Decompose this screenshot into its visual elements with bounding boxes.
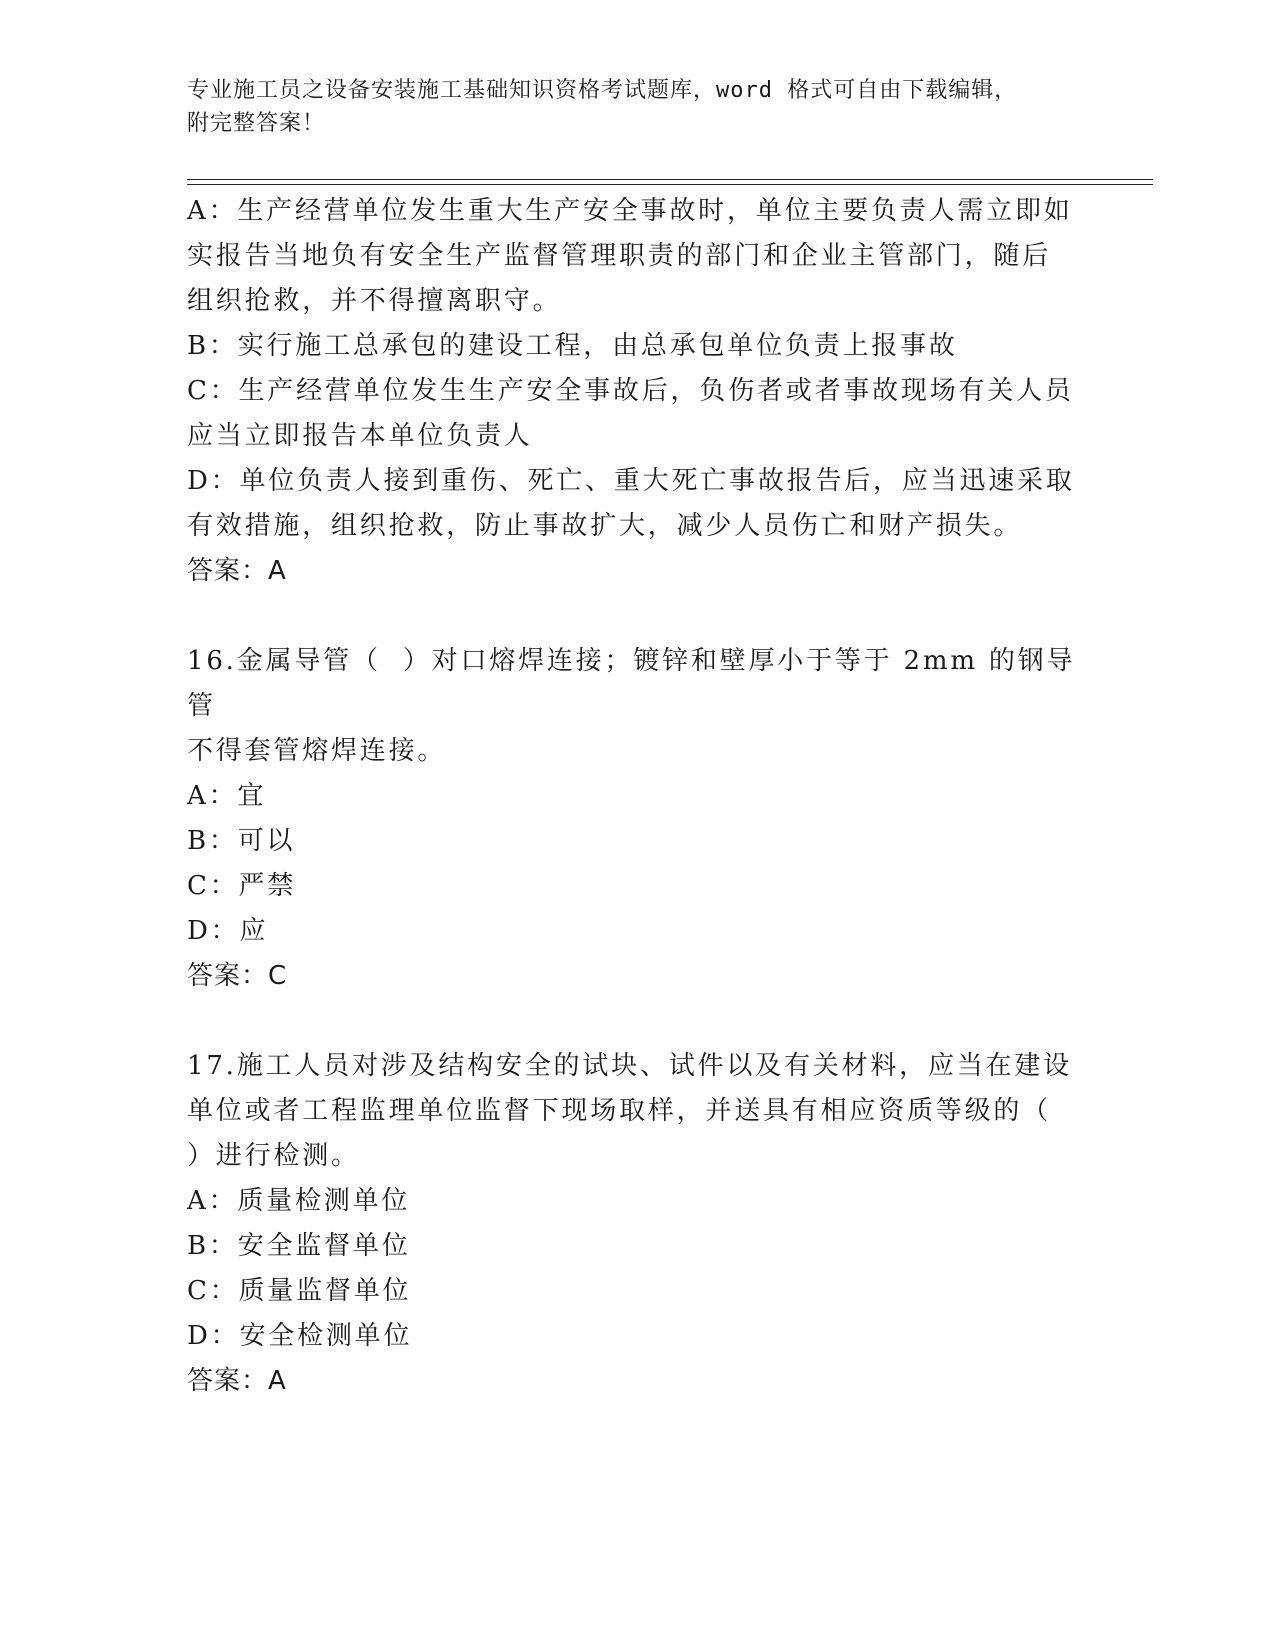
q16-stem-line-2: 不得套管熔焊连接。 <box>187 736 447 766</box>
spacer <box>187 594 1077 639</box>
question-17 <box>187 1044 1077 1404</box>
question-15 <box>187 189 1077 594</box>
q16-stem-line-1: 16.金属导管（ ）对口熔焊连接；镀锌和壁厚小于等于 2mm 的钢导管 <box>187 646 1076 721</box>
spacer <box>187 999 1077 1044</box>
q15-option-a-line-3: 组织抢救，并不得擅离职守。 <box>187 286 562 316</box>
q15-option-d-line-1: D：单位负责人接到重伤、死亡、重大死亡事故报告后，应当迅速采取 <box>187 466 1075 496</box>
q17-answer: 答案：A <box>187 1366 287 1396</box>
header-line-2: 附完整答案！ <box>187 111 326 136</box>
question-content <box>187 189 1077 1404</box>
document-header <box>187 74 1077 140</box>
q17-stem-line-1: 17.施工人员对涉及结构安全的试块、试件以及有关材料，应当在建设 <box>187 1051 1072 1081</box>
q17-option-d: D：安全检测单位 <box>187 1321 413 1351</box>
header-divider-bottom <box>187 184 1153 185</box>
q15-option-d-line-2: 有效措施，组织抢救，防止事故扩大，减少人员伤亡和财产损失。 <box>187 511 1023 541</box>
q15-answer: 答案：A <box>187 556 287 586</box>
q15-option-c-line-2: 应当立即报告本单位负责人 <box>187 421 533 451</box>
q16-answer: 答案：C <box>187 961 288 991</box>
q16-option-b: B：可以 <box>187 826 296 856</box>
header-line-1: 专业施工员之设备安装施工基础知识资格考试题库，word 格式可自由下载编辑， <box>187 78 1018 103</box>
q16-option-d: D：应 <box>187 916 269 946</box>
q17-option-c: C：质量监督单位 <box>187 1276 412 1306</box>
question-16 <box>187 639 1077 999</box>
q15-option-c-line-1: C：生产经营单位发生生产安全事故后，负伤者或者事故现场有关人员 <box>187 376 1074 406</box>
q17-stem-line-3: ）进行检测。 <box>187 1141 360 1171</box>
q16-option-c: C：严禁 <box>187 871 297 901</box>
q17-option-b: B：安全监督单位 <box>187 1231 411 1261</box>
q17-stem-line-2: 单位或者工程监理单位监督下现场取样，并送具有相应资质等级的（ <box>187 1096 1052 1126</box>
q15-option-a-line-2: 实报告当地负有安全生产监督管理职责的部门和企业主管部门，随后 <box>187 241 1052 271</box>
q15-option-a-line-1: A：生产经营单位发生重大生产安全事故时，单位主要负责人需立即如 <box>187 196 1073 226</box>
header-divider-top <box>187 179 1153 180</box>
q15-option-b: B：实行施工总承包的建设工程，由总承包单位负责上报事故 <box>187 331 958 361</box>
q17-option-a: A：质量检测单位 <box>187 1186 411 1216</box>
q16-option-a: A：宜 <box>187 781 267 811</box>
